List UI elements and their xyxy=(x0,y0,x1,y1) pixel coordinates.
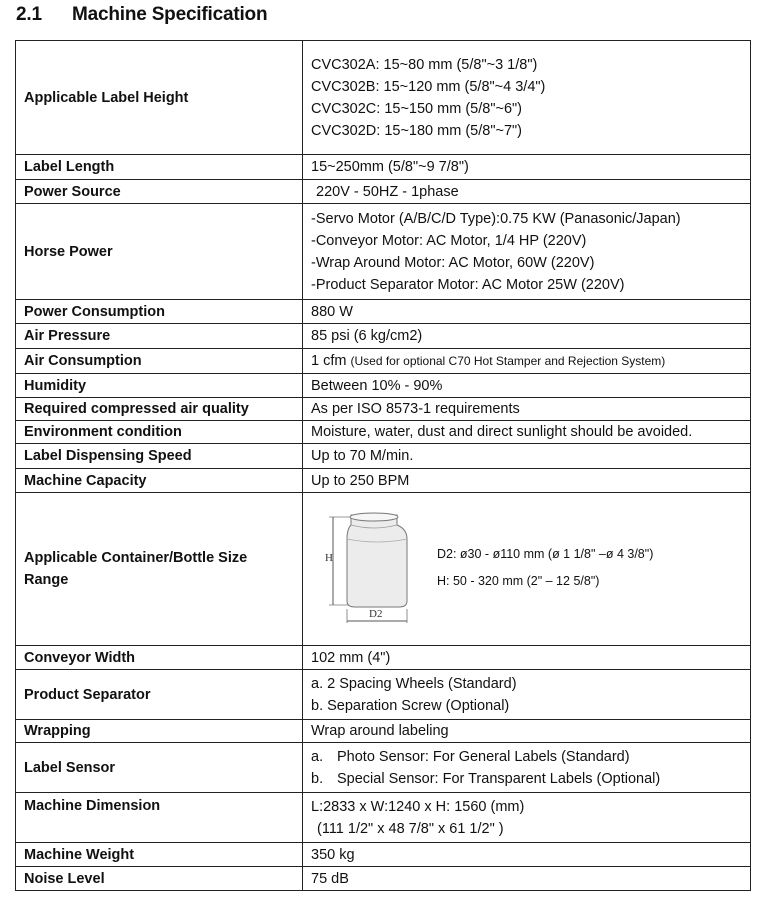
row-value xyxy=(303,793,751,843)
table-row xyxy=(16,41,751,155)
table-row xyxy=(16,374,751,398)
row-value: 15~250mm (5/8"~9 7/8") xyxy=(303,155,751,180)
table-row xyxy=(16,421,751,444)
air-consumption-value: 1 cfm xyxy=(311,353,347,369)
row-label: Label Dispensing Speed xyxy=(16,444,303,469)
row-value: Between 10% - 90% xyxy=(303,374,751,398)
container-diagram-cell xyxy=(303,493,750,645)
value-line: -Product Separator Motor: AC Motor 25W (220V) xyxy=(311,276,625,293)
section-heading xyxy=(16,4,267,26)
row-value: 75 dB xyxy=(303,867,751,891)
table-row xyxy=(16,843,751,867)
row-label: Noise Level xyxy=(16,867,303,891)
row-value: Wrap around labeling xyxy=(303,720,751,743)
value-line: -Servo Motor (A/B/C/D Type):0.75 KW (Panasonic/Japan) xyxy=(311,210,681,227)
row-value xyxy=(303,204,751,300)
row-label: Product Separator xyxy=(16,670,303,720)
list-letter: b. xyxy=(311,770,324,787)
diagram-h-label: H xyxy=(325,552,333,564)
row-value: 880 W xyxy=(303,300,751,324)
list-item xyxy=(311,746,750,768)
value-line: -Conveyor Motor: AC Motor, 1/4 HP (220V) xyxy=(311,232,587,249)
table-row xyxy=(16,493,751,646)
value-line: CVC302D: 15~180 mm (5/8"~7") xyxy=(311,122,522,139)
table-row xyxy=(16,180,751,204)
row-label: Label Length xyxy=(16,155,303,180)
row-value: Up to 70 M/min. xyxy=(303,444,751,469)
row-label-line: Range xyxy=(24,572,69,588)
value-line: CVC302C: 15~150 mm (5/8"~6") xyxy=(311,100,522,117)
row-label: Machine Capacity xyxy=(16,469,303,493)
table-row xyxy=(16,444,751,469)
row-value: 102 mm (4") xyxy=(303,646,751,670)
list-letter: a. xyxy=(311,748,324,765)
table-row xyxy=(16,793,751,843)
spec-table xyxy=(15,40,751,891)
row-label: Humidity xyxy=(16,374,303,398)
row-label: Power Source xyxy=(16,180,303,204)
table-row xyxy=(16,204,751,300)
value-line: b. Separation Screw (Optional) xyxy=(311,697,510,714)
row-label: Air Consumption xyxy=(16,349,303,374)
row-value: 220V - 50HZ - 1phase xyxy=(303,180,751,204)
table-row xyxy=(16,867,751,891)
row-value: Moisture, water, dust and direct sunlight should be avoided. xyxy=(303,421,751,444)
row-value xyxy=(303,493,751,646)
list-text: Special Sensor: For Transparent Labels (Optional) xyxy=(337,770,661,787)
diagram-d2-label: D2 xyxy=(369,608,383,620)
row-value: Up to 250 BPM xyxy=(303,469,751,493)
container-size-text xyxy=(437,541,653,595)
value-line: CVC302B: 15~120 mm (5/8"~4 3/4") xyxy=(311,78,546,95)
dimension-line: L:2833 x W:1240 x H: 1560 (mm) xyxy=(311,798,525,815)
table-row xyxy=(16,469,751,493)
row-value xyxy=(303,349,751,374)
h-range: H: 50 - 320 mm (2" – 12 5/8") xyxy=(437,574,600,588)
row-label: Applicable Label Height xyxy=(16,41,303,155)
value-line: a. 2 Spacing Wheels (Standard) xyxy=(311,675,517,692)
section-number: 2.1 xyxy=(16,4,42,25)
table-row xyxy=(16,398,751,421)
section-title: Machine Specification xyxy=(72,4,268,25)
table-row xyxy=(16,670,751,720)
row-label: Required compressed air quality xyxy=(16,398,303,421)
dimension-line: (111 1/2" x 48 7/8" x 61 1/2" ) xyxy=(317,820,504,837)
row-label: Power Consumption xyxy=(16,300,303,324)
bottle-diagram xyxy=(321,509,421,629)
row-label xyxy=(16,493,303,646)
value-line: -Wrap Around Motor: AC Motor, 60W (220V) xyxy=(311,254,595,271)
row-value: As per ISO 8573-1 requirements xyxy=(303,398,751,421)
table-row xyxy=(16,646,751,670)
table-row xyxy=(16,155,751,180)
row-value xyxy=(303,743,751,793)
table-row xyxy=(16,743,751,793)
d2-range: D2: ø30 - ø110 mm (ø 1 1/8" –ø 4 3/8") xyxy=(437,547,654,561)
row-label: Machine Weight xyxy=(16,843,303,867)
value-line: CVC302A: 15~80 mm (5/8"~3 1/8") xyxy=(311,56,538,73)
row-label: Conveyor Width xyxy=(16,646,303,670)
row-label-line: Applicable Container/Bottle Size xyxy=(24,550,248,566)
row-value: 350 kg xyxy=(303,843,751,867)
table-row xyxy=(16,300,751,324)
row-value xyxy=(303,41,751,155)
table-row xyxy=(16,349,751,374)
row-label: Machine Dimension xyxy=(16,793,303,843)
row-label: Label Sensor xyxy=(16,743,303,793)
list-item xyxy=(311,768,750,790)
row-label: Environment condition xyxy=(16,421,303,444)
row-value: 85 psi (6 kg/cm2) xyxy=(303,324,751,349)
list-text: Photo Sensor: For General Labels (Standard) xyxy=(337,748,630,765)
air-consumption-note: (Used for optional C70 Hot Stamper and Rejection System) xyxy=(350,354,666,368)
row-label: Air Pressure xyxy=(16,324,303,349)
row-label: Wrapping xyxy=(16,720,303,743)
table-row xyxy=(16,324,751,349)
row-label: Horse Power xyxy=(16,204,303,300)
table-row xyxy=(16,720,751,743)
row-value xyxy=(303,670,751,720)
